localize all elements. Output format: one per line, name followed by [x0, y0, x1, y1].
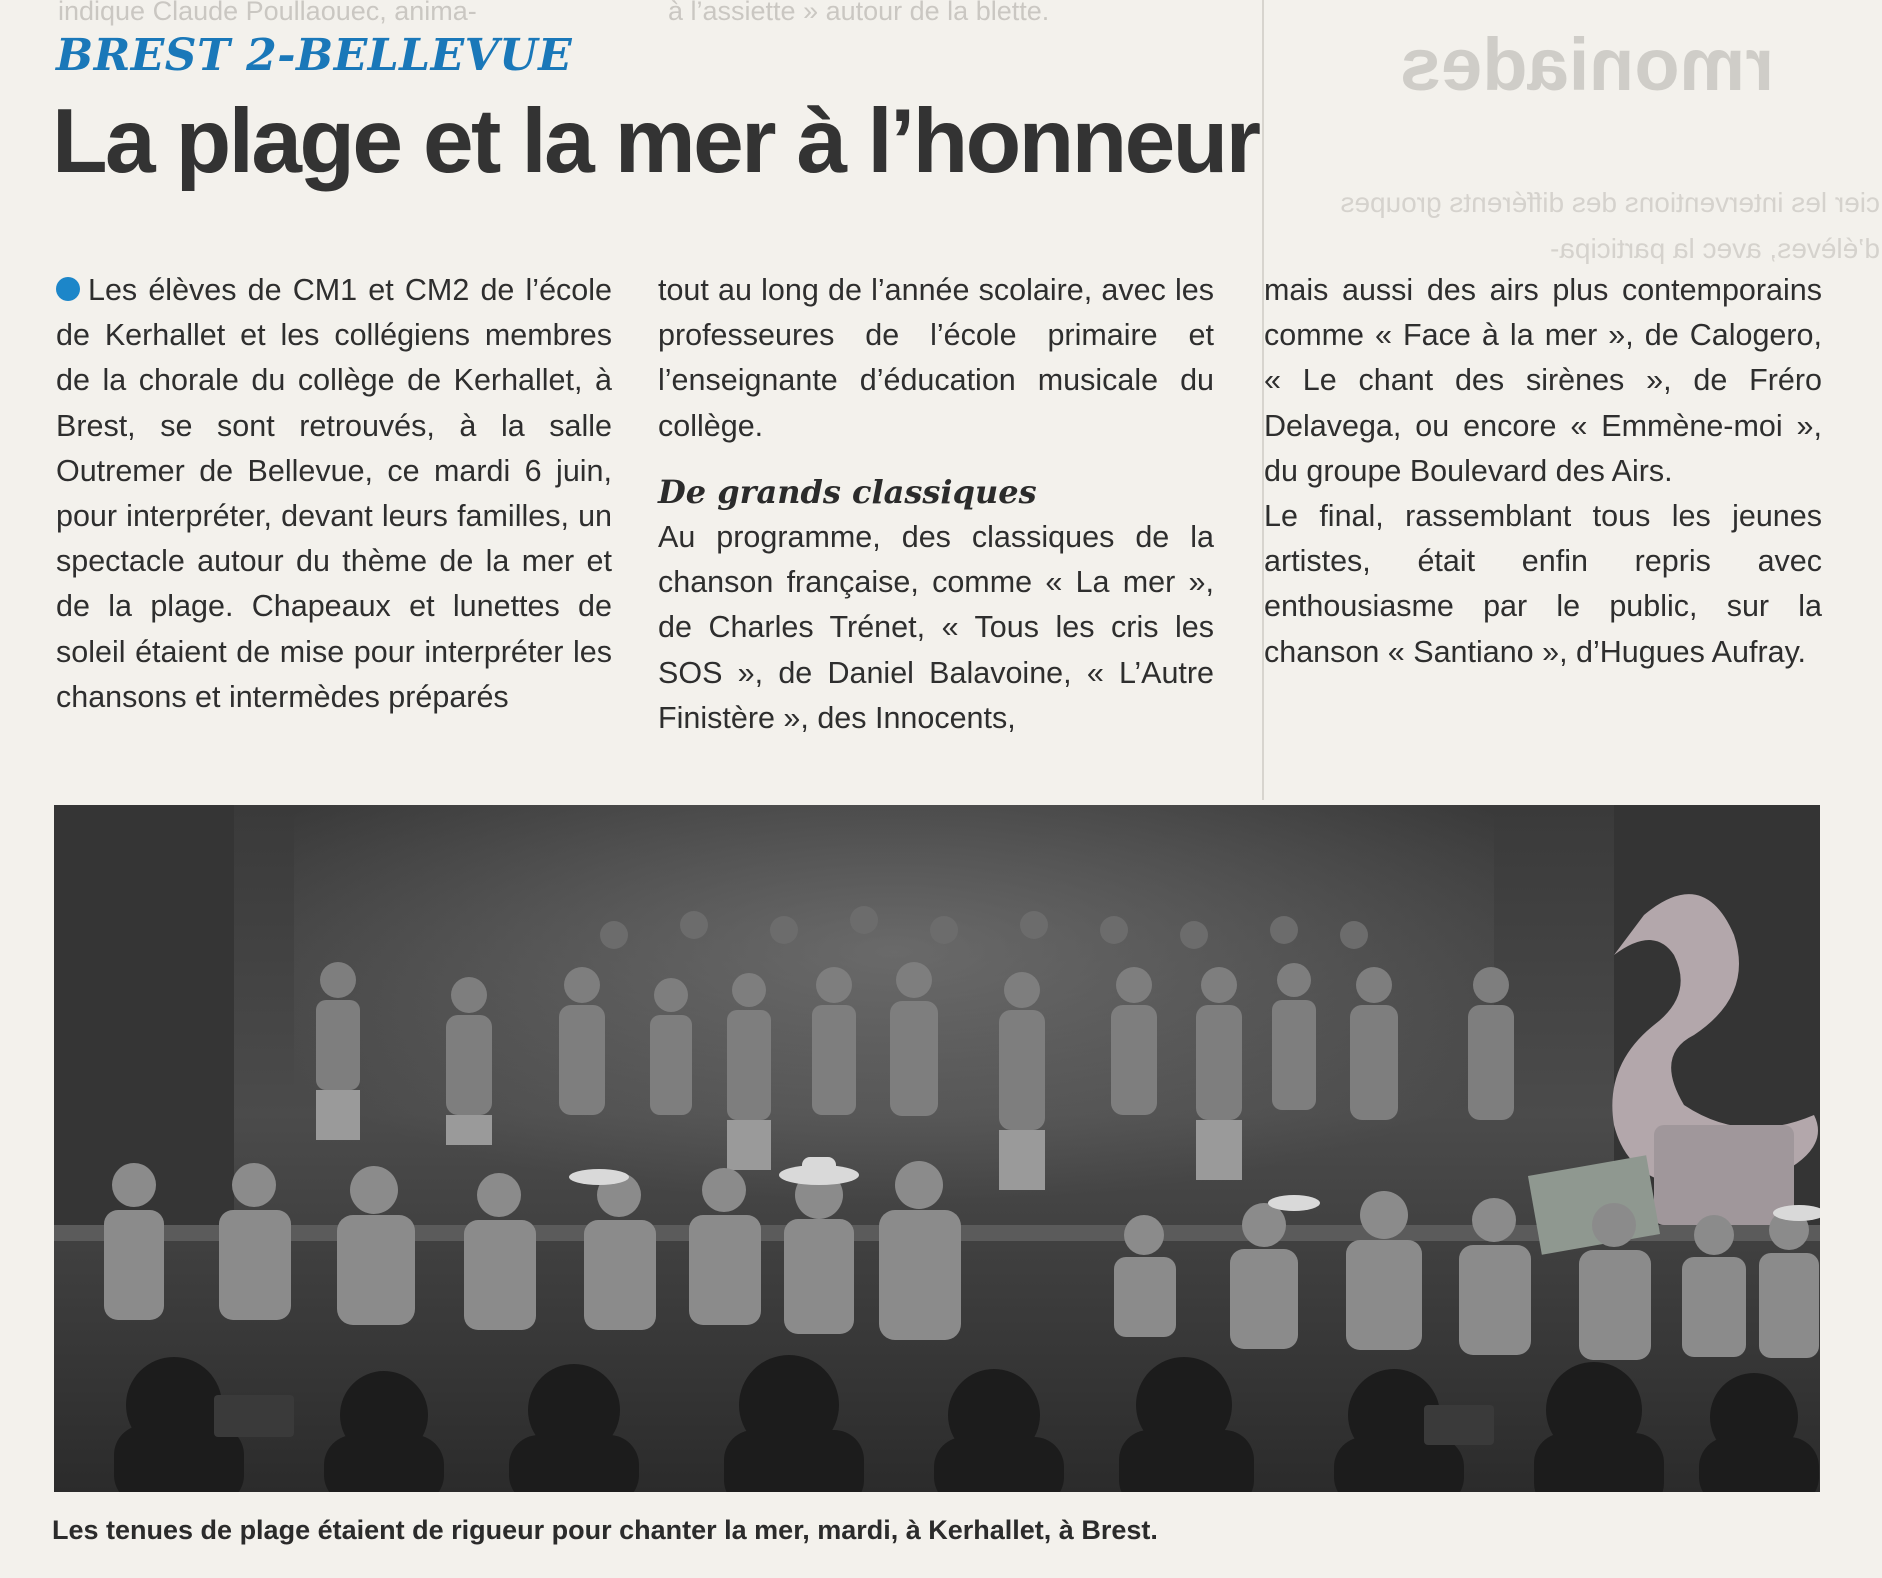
article-photo: [54, 805, 1820, 1492]
bullet-dot-icon: [56, 277, 80, 301]
column-2-body: Au programme, des classiques de la chanson française, comme « La mer », de Charles Trénet, « Tous les cris les SOS », de Daniel Balavoine, « L’Autre Finistère », des Innocents,: [658, 520, 1214, 735]
photo-caption: Les tenues de plage étaient de rigueur pour chanter la mer, mardi, à Kerhallet, à Brest.: [52, 1515, 1158, 1545]
article-column-1: [56, 268, 612, 720]
article-column-3: [1264, 268, 1822, 675]
bleed-through-top-left: indique Claude Poullaouec, anima-: [58, 0, 477, 26]
column-1-text: Les élèves de CM1 et CM2 de l’école de Kerhallet et les collégiens membres de la chorale du collège de Kerhallet, à Brest, se sont retrouvés, à la salle Outremer de Bellevue, ce mardi 6 juin, pour interpréter, devant leurs familles, un spectacle autour du thème de la mer et de la plage. Chapeaux et lunettes de soleil étaient de mise pour interpréter les chansons et intermèdes préparés: [56, 273, 612, 714]
subheading: De grands classiques: [658, 472, 1037, 511]
bleed-through-right-heading: rmoniades: [1400, 23, 1775, 106]
column-3-paragraph-1: mais aussi des airs plus contemporains comme « Face à la mer », de Calogero, « Le chant des sirènes », de Fréro Delavega, ou encore « Emmène-moi », du groupe Boulevard des Airs.: [1264, 273, 1822, 488]
bleed-through-top-middle: à l’assiette » autour de la blette.: [668, 0, 1050, 26]
headline: La plage et la mer à l’honneur: [52, 91, 1259, 192]
section-kicker: BREST 2-BELLEVUE: [56, 30, 573, 81]
bleed-through-right-text: cier les interventions des différents groupes d’élèves, avec la participa-: [1340, 187, 1880, 264]
column-3-paragraph-2: Le final, rassemblant tous les jeunes artistes, était enfin repris avec enthousiasme par le public, sur la chanson « Santiano », d’Hugues Aufray.: [1264, 499, 1822, 669]
article-column-2: [658, 268, 1214, 741]
column-2-intro: tout au long de l’année scolaire, avec les professeures de l’école primaire et l’enseignante d’éducation musicale du collège.: [658, 273, 1214, 443]
